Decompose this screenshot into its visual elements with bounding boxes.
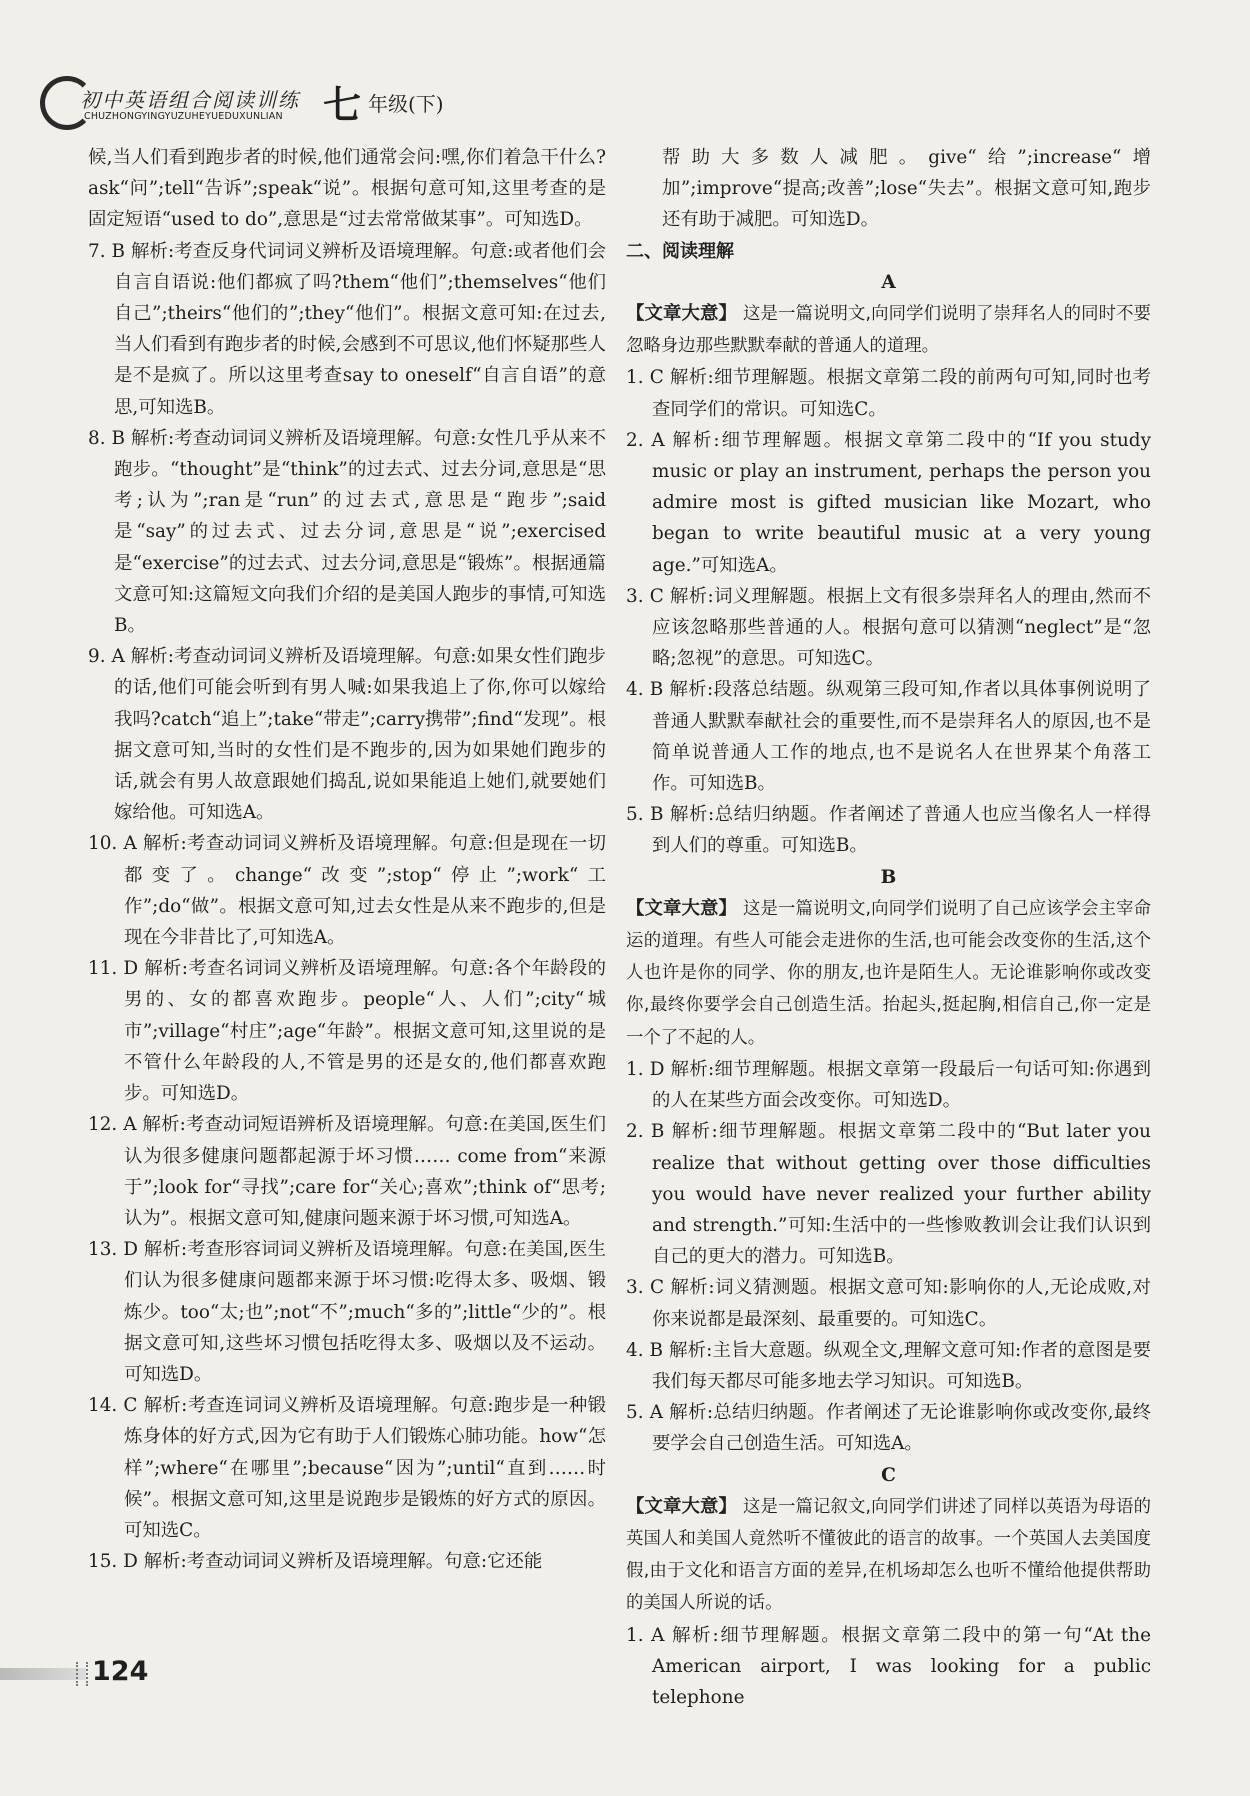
answer-item-15: 15. D 解析:考查动词词义辨析及语境理解。句意:它还能 (88, 1551, 543, 1573)
page-footer (0, 1654, 200, 1694)
passage-a-item-4: 4. B 解析:段落总结题。纵观第三段可知,作者以具体事例说明了普通人默默奉献社会的重要性,而不是崇拜名人的原因,也不是简单说普通人工作的地点,也不是说名人在世界某个角落工作。可知选B。 (626, 679, 1151, 795)
grade-number: 七 (323, 82, 362, 127)
answer-item-14: 14. C 解析:考查连词词义辨析及语境理解。句意:跑步是一种锻炼身体的好方式,因为它有助于人们锻炼心肺功能。how“怎样”;where“在哪里”;because“因为”;until“直到……时候”。根据文意可知,这里是说跑步是锻炼的好方式的原因。可知选C。 (88, 1395, 606, 1541)
answer-item-12: 12. A 解析:考查动词短语辨析及语境理解。句意:在美国,医生们认为很多健康问题都起源于坏习惯…… come from“来源于”;look for“寻找”;care for“关心;喜欢”;think of“思考;认为”。根据文意可知,健康问题来源于坏习惯,可知选A。 (88, 1114, 606, 1229)
passage-a-summary: 【文章大意】 这是一篇说明文,向同学们说明了崇拜名人的同时不要忽略身边那些默默奉献的普通人的道理。 (626, 303, 1151, 357)
answer-item-9: 9. A 解析:考查动词词义辨析及语境理解。句意:如果女性们跑步的话,他们可能会听到有男人喊:如果我追上了你,你可以嫁给我吗?catch“追上”;take“带走”;carry携带”;find“发现”。根据文意可知,当时的女性们是不跑步的,因为如果她们跑步的话,就会有男人故意跟她们捣乱,说如果能追上她们,就要她们嫁给他。可知选A。 (88, 646, 606, 824)
passage-b-item-5: 5. A 解析:总结归纳题。作者阐述了无论谁影响你或改变你,最终要学会自己创造生活。可知选A。 (626, 1402, 1151, 1455)
series-title: 初中英语组合阅读训练 (80, 88, 300, 112)
passage-a-item-2: 2. A 解析:细节理解题。根据文章第二段中的“If you study music or play an instrument, perhaps the person you admire most is gifted musician like Mozart, who began to write beautiful music at a very young age.”可知选A。 (626, 429, 1151, 576)
grade-label: 年级(下) (368, 92, 444, 116)
passage-b-item-4: 4. B 解析:主旨大意题。纵观全文,理解文意可知:作者的意图是要我们每天都尽可能多地去学习知识。可知选B。 (626, 1339, 1151, 1392)
passage-a-item-5: 5. B 解析:总结归纳题。作者阐述了普通人也应当像名人一样得到人们的尊重。可知选B。 (626, 804, 1151, 857)
passage-b-item-2: 2. B 解析:细节理解题。根据文章第二段中的“But later you realize that without getting over those difficulties you would have never realized your further ability and strength.”可知:生活中的一些惨败教训会让我们认识到自己的更大的潜力。可知选B。 (626, 1121, 1151, 1268)
series-pinyin: CHUZHONGYINGYUZUHEYUEDUXUNLIAN (84, 111, 283, 122)
right-column (626, 142, 1151, 1713)
passage-a-title: A (881, 271, 896, 293)
passage-b-item-3: 3. C 解析:词义猜测题。根据文意可知:影响你的人,无论成败,对你来说都是最深刻、最重要的。可知选C。 (626, 1277, 1151, 1330)
passage-a-item-3: 3. C 解析:词义理解题。根据上文有很多崇拜名人的理由,然而不应该忽略那些普通的人。根据句意可以猜测“neglect”是“忽略;忽视”的意思。可知选C。 (626, 585, 1151, 670)
passage-b-summary: 【文章大意】 这是一篇说明文,向同学们说明了自己应该学会主宰命运的道理。有些人可能会走进你的生活,也可能会改变你的生活,这个人也许是你的同学、你的朋友,也许是陌生人。无论谁影响你或改变你,最终你要学会自己创造生活。抬起头,挺起胸,相信自己,你一定是一个了不起的人。 (626, 897, 1151, 1048)
section-title: 二、阅读理解 (626, 240, 734, 262)
continued-answer-15: 帮助大多数人减肥。give“给”;increase“增加”;improve“提高;改善”;lose“失去”。根据文意可知,跑步还有助于减肥。可知选D。 (662, 147, 1151, 231)
footer-bar (0, 1668, 86, 1680)
passage-b-title: B (880, 866, 897, 888)
answer-item-7: 7. B 解析:考查反身代词词义辨析及语境理解。句意:或者他们会自言自语说:他们都疯了吗?them“他们”;themselves“他们自己”;theirs“他们的”;they“他们”。根据文意可知:在过去,当人们看到有跑步者的时候,会感到不可思议,他们怀疑那些人是不是疯了。所以这里考查say to oneself“自言自语”的意思,可知选B。 (88, 240, 606, 418)
answer-item-8: 8. B 解析:考查动词词义辨析及语境理解。句意:女性几乎从来不跑步。“thought”是“think”的过去式、过去分词,意思是“思考;认为”;ran是“run”的过去式,意思是“跑步”;said是“say”的过去式、过去分词,意思是“说”;exercised是“exercise”的过去式、过去分词,意思是“锻炼”。根据通篇文意可知:这篇短文向我们介绍的是美国人跑步的事情,可知选B。 (88, 427, 606, 637)
continued-answer: 候,当人们看到跑步者的时候,他们通常会问:嘿,你们着急干什么?ask“问”;tell“告诉”;speak“说”。根据句意可知,这里考查的是固定短语“used to do”,意思是“过去常常做某事”。可知选D。 (88, 147, 606, 231)
answer-item-13: 13. D 解析:考查形容词词义辨析及语境理解。句意:在美国,医生们认为很多健康问题都来源于坏习惯:吃得太多、吸烟、锻炼少。too“太;也”;not“不”;much“多的”;little“少的”。根据文意可知,这些坏习惯包括吃得太多、吸烟以及不运动。可知选D。 (88, 1239, 606, 1385)
passage-c-title: C (881, 1464, 896, 1486)
footer-dots (76, 1662, 88, 1686)
answer-item-10: 10. A 解析:考查动词词义辨析及语境理解。句意:但是现在一切都变了。change“改变”;stop“停止”;work“工作”;do“做”。根据文意可知,过去女性是从来不跑步的,但是现在今非昔比了,可知选A。 (88, 833, 606, 949)
page-number: 124 (92, 1656, 149, 1687)
running-header (40, 82, 600, 132)
left-column (88, 142, 606, 1577)
passage-c-item-1: 1. A 解析:细节理解题。根据文章第二段中的第一句“At the American airport, I was looking for a public telephone (626, 1624, 1151, 1708)
passage-c-summary: 【文章大意】 这是一篇记叙文,向同学们讲述了同样以英语为母语的英国人和美国人竟然听不懂彼此的语言的故事。一个英国人去美国度假,由于文化和语言方面的差异,在机场却怎么也听不懂给他提供帮助的美国人所说的话。 (626, 1495, 1151, 1614)
answer-item-11: 11. D 解析:考查名词词义辨析及语境理解。句意:各个年龄段的男的、女的都喜欢跑步。people“人、人们”;city“城市”;village“村庄”;age“年龄”。根据文意可知,这里说的是不管什么年龄段的人,不管是男的还是女的,他们都喜欢跑步。可知选D。 (88, 958, 606, 1105)
passage-b-item-1: 1. D 解析:细节理解题。根据文章第一段最后一句话可知:你遇到的人在某些方面会改变你。可知选D。 (626, 1058, 1151, 1112)
passage-a-item-1: 1. C 解析:细节理解题。根据文章第二段的前两句可知,同时也考查同学们的常识。可知选C。 (626, 367, 1151, 420)
